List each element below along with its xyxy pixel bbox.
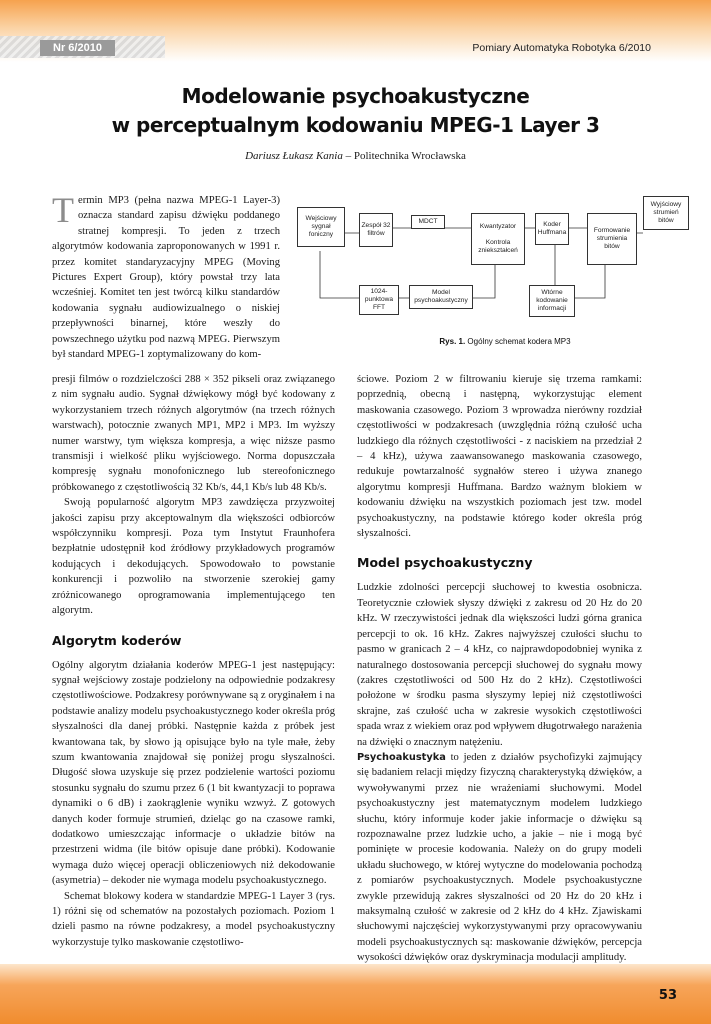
- block-mdct: MDCT: [411, 215, 445, 229]
- figure-caption: [355, 337, 655, 346]
- heading-algorithm: Algorytm koderów: [52, 632, 182, 648]
- left-paragraph-1: presji filmów o rozdzielczości 288 × 352 pikseli oraz związanego z nim sygnału audio. Sygnał dźwiękowy mógł być kodowany z wykorzystaniem trzech różnych algorytmów (na trzech różnych warstwach), potocznie zwanych MP1, MP2 i MP3. Im wyższy numer warstwy, tym większa kompresja, a więc niższe pasmo transmisji i wielkość pliku wyjściowego. Norma dopuszczała kompresję sygnału monofonicznego lub stereofonicznego próbkowanego z częstotliwością 32 Kb/s, 44,1 Kb/s lub 48 Kb/s.: [52, 374, 335, 493]
- issue-number: Nr 6/2010: [40, 40, 115, 56]
- journal-name: Pomiary Automatyka Robotyka 6/2010: [472, 42, 651, 54]
- block-filterbank: Zespół 32 filtrów: [359, 213, 393, 247]
- author-line: [0, 150, 711, 162]
- left-paragraph-2: Swoją popularność algorytm MP3 zawdzięcza przyzwoitej jakości zapisu przy akceptowalnym dla większości odbiorców współczynniku kompresji. Poza tym Instytut Fraunhofera bezpłatnie udostępnił kod źródłowy przykładowych programów kodujących i dekodujących. Spowodowało to powstanie konkurencji i pozwoliło na stworzenie szerokiej gamy zróżnicowanego oprogramowania implementującego ten algorytm.: [52, 497, 335, 617]
- caption-label: Rys. 1.: [439, 337, 466, 346]
- heading-psychoacoustic-model: Model psychoakustyczny: [357, 555, 533, 571]
- title-line-1: Modelowanie psychoakustyczne: [181, 84, 530, 108]
- drop-cap: T: [52, 190, 74, 230]
- page-number: 53: [658, 988, 677, 1003]
- left-paragraph-4: Schemat blokowy kodera w standardzie MPEG-1 Layer 3 (rys. 1) różni się od schematów na pozostałych poziomach. Poziom 1 dzieli pasmo na równe podzakresy, a model psychoakustyczny wykorzystuje tylko maskowanie częstotliwo-: [52, 890, 335, 948]
- block-formatting: Formowanie strumienia bitów: [587, 213, 637, 265]
- left-column: [52, 372, 335, 950]
- article-title: [0, 82, 711, 140]
- page-header: [0, 0, 711, 62]
- right-paragraph-3: Psychoakustyka to jeden z działów psychofizyki zajmujący się badaniem relacji między fizyczną charakterystyką dźwięków, a wywoływanymi przez nie wrażeniami słuchowymi. Model psychoakustyczny jest matematycznym modelem ludzkiego słuchu, który informuje koder jakie informacje o dźwięku są rozpoznawalne przez ludzkie ucho, a jakie – nie i mogą być pominięte w procesie kodowania. Należy on do grupy modeli układu słuchowego, w której wytyczne do modelowania pochodzą z pomiarów psychoakustycznych. Modele psychoakustyczne zwykle przewidują zakres słyszalności od 20 Hz do 20 kHz i maksymalną czułość w zakresie od 2 kHz do 4 kHz. Zjawiskami słuchowymi najczęściej wykorzystywanymi przy opracowywaniu modeli psychoakustycznych są: maskowanie dźwięków, percepcja wysokości dźwięków oraz dyskryminacja modulacji amplitudy.: [357, 751, 642, 964]
- block-fft: 1024-punktowa FFT: [359, 285, 399, 315]
- block-input-signal: Wejściowy sygnał foniczny: [297, 207, 345, 247]
- distortion-label: Kontrola zniekształceń: [478, 239, 518, 254]
- block-psychoacoustic-model: Model psychoakustyczny: [409, 285, 473, 309]
- right-paragraph-2: Ludzkie zdolności percepcji słuchowej to kwestia osobnicza. Teoretycznie człowiek słyszy dźwięki z zakresu od 20 Hz do 20 kHz. W rzeczywistości jednak dla większości ludzi górna granica percepcji to ok. 16 kHz. Zakres najwyższej czułości słuchu to pasmo w granicach 2 – 4 kHz, co najprawdopodobniej wynika z naturalnego dostosowania percepcji słuchowej do sygnału mowy (zakres częstotliwości od 500 Hz do 2 kHz). Częstotliwości położone w środku pasma słyszymy lepiej niż częstotliwości skrajne, zaś czułość ucha w zakresie wysokich częstotliwości spada wraz z wiekiem oraz pod wpływem długotrwałego narażenia na dźwięki o znacznym natężeniu.: [357, 582, 642, 748]
- title-line-2: w perceptualnym kodowaniu MPEG-1 Layer 3: [111, 113, 600, 137]
- caption-text: Ogólny schemat kodera MP3: [465, 337, 571, 346]
- block-side-info: Wtórne kodowanie informacji: [529, 285, 575, 317]
- page-footer: [0, 964, 711, 1024]
- author-name: Dariusz Łukasz Kania: [245, 150, 343, 162]
- quantizer-label: Kwantyzator: [479, 223, 517, 230]
- left-paragraph-3: Ogólny algorytm działania koderów MPEG-1 jest następujący: sygnał wejściowy zostaje podzielony na odpowiednie podzakresy częstotliwościowe. Podzakresy porównywane są z oryginałem i na podstawie analizy modelu psychoakustycznego koder określa próg słyszalności dla danej próbki. Następnie każda z próbek jest kwantowana tak, by słowo ją opisujące było na tyle małe, żeby szum kwantowania znajdował się poniżej progu słyszalności. Długość słowa uzyskuje się przez podzielenie wartości poziomu stosunku sygnału do szumu przez 6 (1 bit kwantyzacji to poprawa dynamiki o 6 dB) i zaokrąglenie wyniku wzwyż. Z gotowych danych koder formuje strumień, dzieląc go na czasowe ramki, dodatkowo umieszczając informacje o układzie bitów na przestrzeni widma (ile bitów opisuje dane próbki). Kodowanie wymaga dużo więcej operacji obliczeniowych niż dekodowanie (asymetria) – dekoder nie wymaga modelu psychoakustycznego.: [52, 659, 336, 887]
- figure-encoder-diagram: [285, 193, 705, 353]
- block-output-bitstream: Wyjściowy strumień bitów: [643, 196, 689, 230]
- term-psychoacoustics: Psychoakustyka: [357, 751, 446, 763]
- right-column: [357, 372, 642, 966]
- intro-paragraph: Termin MP3 (pełna nazwa MPEG-1 Layer-3) oznacza standard zapisu dźwięku poddanego stratnej kompresji. To jeden z trzech algorytmów kodowania zaproponowanych w 1991 r. przez komitet standaryzacyjny MPEG (Moving Pictures Expert Group), który powstał trzy lata wcześniej. Komitet ten jest twórcą kilku standardów kodowania sygnału audiowizualnego o niskiej przepływności binarnej, które weszły do powszechnego użytku pod nazwą MPEG. Pierwszym był standard MPEG-1 zoptymalizowany do kom-: [52, 190, 280, 361]
- arrow-input-fft: [320, 251, 359, 298]
- arrow-psy-quantizer: [473, 265, 495, 298]
- right-paragraph-1: ściowe. Poziom 2 w filtrowaniu kieruje się trzema ramkami: poprzednią, obecną i następną, wykorzystując element maskowania czasowego. Poziom 3 wprowadza nierówny rozdział częstotliwości w podzakresach (uwzględnia różną czułość ucha ludzkiego dla różnych częstotliwości - z naciskiem na przedział 2 – 4 kHz), używa zaawansowanego maskowania czasowego, redukuje powtarzalność sygnałów stereo i używa znanego algorytmu kompresji Huffmana. Bardzo ważnym blokiem w kodowaniu dźwięku na wszystkich poziomach jest tzw. model psychoakustyczny, na podstawie którego koder określa próg słyszalności.: [357, 374, 642, 540]
- author-affiliation: – Politechnika Wrocławska: [342, 150, 466, 162]
- block-huffman: Koder Huffmana: [535, 213, 569, 245]
- intro-column: [52, 190, 280, 362]
- arrow-side-format: [575, 265, 605, 298]
- block-quantizer: [471, 213, 525, 265]
